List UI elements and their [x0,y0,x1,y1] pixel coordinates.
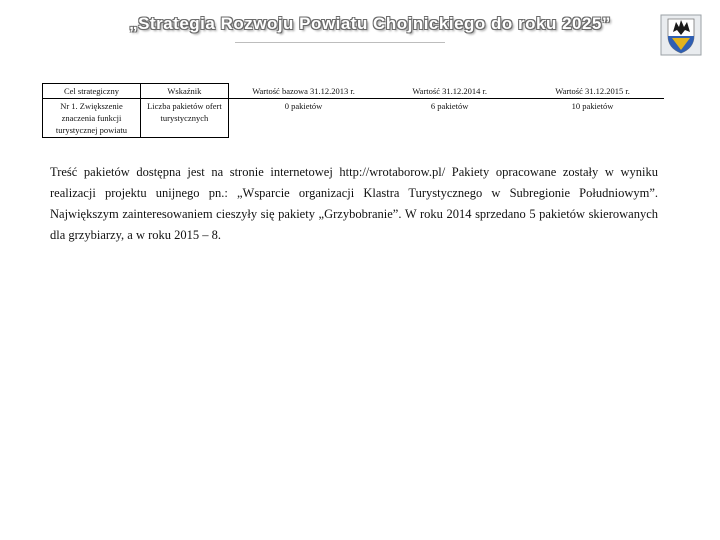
indicator-table [42,83,664,138]
header-strategic-goal: Cel strategiczny [43,84,141,99]
table-header-row [43,84,665,99]
cell-strategic-goal: Nr 1. Zwiększenie znaczenia funkcji turystycznej powiatu [43,99,141,138]
cell-indicator: Liczba pakietów ofert turystycznych [140,99,228,138]
page-title: „Strategia Rozwoju Powiatu Chojnickiego do roku 2025” [129,14,611,33]
header-value-2014: Wartość 31.12.2014 r. [378,84,521,99]
header-indicator: Wskaźnik [140,84,228,99]
coat-of-arms-icon [660,14,702,56]
cell-baseline-value: 0 pakietów [284,101,323,111]
cell-value-2015: 10 pakietów [571,101,614,111]
body-paragraph: Treść pakietów dostępna jest na stronie internetowej http://wrotaborow.pl/ Pakiety opracowane zostały w wyniku realizacji projektu unijnego pn.: „Wsparcie organizacji Klastra Turystycznego w Subregionie Południowym”. Największym zainteresowaniem cieszyły się pakiety „Grzybobranie”. W roku 2014 sprzedano 5 pakietów skierowanych dla grzybiarzy, a w roku 2015 – 8. [50,165,658,242]
header-value-2015: Wartość 31.12.2015 r. [521,84,664,99]
cell-value-2014: 6 pakietów [430,101,469,111]
table-row [43,99,665,138]
title-underline [235,42,445,43]
header-baseline-value: Wartość bazowa 31.12.2013 r. [228,84,378,99]
